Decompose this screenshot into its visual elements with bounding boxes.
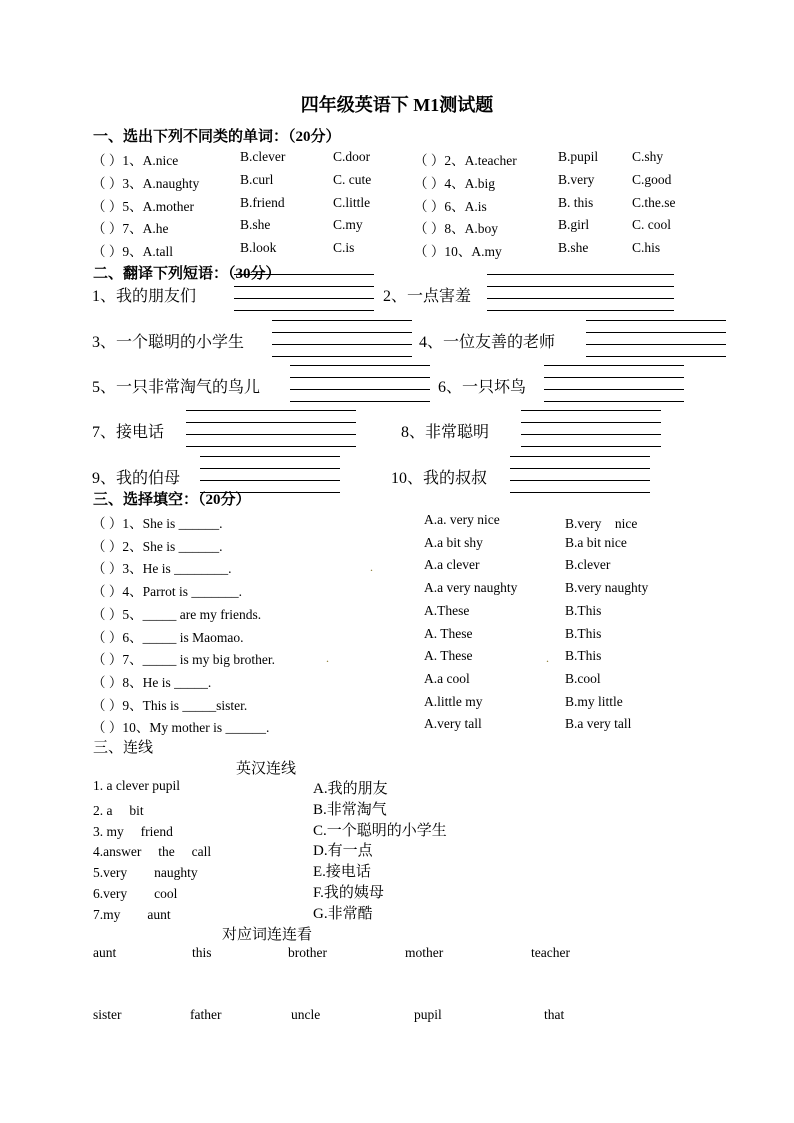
translate-prompt: 9、我的伯母 [92, 470, 181, 487]
option-b: B.friend [240, 195, 285, 210]
answer-line [186, 434, 356, 435]
answer-line [234, 298, 374, 299]
answer-line [200, 456, 340, 457]
match-left-item: 5.very naughty [93, 865, 198, 881]
match-left-item: 6.very cool [93, 886, 178, 901]
choice-option-b: B.clever [565, 557, 611, 573]
pair-word: this [192, 945, 212, 960]
option-b: B. this [558, 195, 594, 210]
pair-word: mother [405, 945, 444, 960]
answer-line [521, 422, 661, 423]
option-c: C.is [333, 240, 355, 255]
stray-mark: . [370, 560, 373, 574]
pairs-subtitle: 对应词连连看 [222, 927, 313, 943]
question-number: （ ）2、A.teacher [414, 153, 517, 168]
choice-option-a: A.a. very nice [424, 512, 500, 527]
answer-line [186, 422, 356, 423]
choice-option-b: B.very naughty [565, 580, 649, 596]
pair-word: uncle [291, 1007, 321, 1022]
answer-line [234, 274, 374, 275]
answer-line [521, 434, 661, 435]
stray-mark: . [546, 651, 549, 665]
question-number: （ ）4、A.big [414, 176, 495, 191]
choice-question: （ ）8、He is _____. [92, 674, 212, 690]
answer-line [290, 377, 430, 378]
match-right-item: G.非常酷 [313, 905, 373, 922]
choice-question: （ ）4、Parrot is _______. [92, 584, 242, 600]
match-right-item: A.我的朋友 [313, 781, 388, 797]
answer-line [272, 344, 412, 345]
choice-option-b: B.very nice [565, 516, 638, 531]
option-b: B.curl [240, 172, 274, 187]
translate-prompt: 2、一点害羞 [383, 288, 472, 305]
answer-line [586, 356, 726, 357]
choice-question: （ ）1、She is ______. [92, 516, 223, 531]
answer-line [544, 365, 684, 366]
match-right-item: C.一个聪明的小学生 [313, 822, 447, 839]
match-right-item: F.我的姨母 [313, 885, 384, 901]
translate-prompt: 3、一个聪明的小学生 [92, 334, 245, 351]
pair-word: that [544, 1007, 565, 1022]
option-b: B.very [558, 172, 595, 187]
match-left-item: 3. my friend [93, 823, 173, 839]
question-number: （ ）10、A.my [414, 244, 502, 259]
option-b: B.she [558, 240, 589, 255]
pair-word: teacher [531, 945, 570, 960]
option-b: B.pupil [558, 149, 599, 164]
answer-line [272, 356, 412, 357]
pair-word: pupil [414, 1007, 442, 1022]
answer-line [586, 332, 726, 333]
choice-option-a: A.a very naughty [424, 580, 518, 596]
matching-subtitle: 英汉连线 [236, 761, 297, 777]
choice-question: （ ）3、He is ________. [92, 561, 232, 577]
translate-prompt: 5、一只非常淘气的鸟儿 [92, 379, 261, 396]
choice-option-b: B.This [565, 625, 602, 641]
choice-option-a: A.a clever [424, 557, 480, 573]
option-c: C.shy [632, 149, 664, 164]
choice-option-b: B.my little [565, 693, 623, 709]
match-left-item: 4.answer the call [93, 844, 212, 860]
page-title: 四年级英语下 M1测试题 [300, 95, 494, 115]
option-c: C. cool [632, 217, 671, 232]
option-b: B.she [240, 217, 271, 232]
answer-line [186, 446, 356, 447]
option-c: C.the.se [632, 195, 676, 210]
answer-line [200, 480, 340, 481]
answer-line [487, 310, 674, 311]
answer-line [510, 468, 650, 469]
answer-line [510, 456, 650, 457]
match-left-item: 1. a clever pupil [93, 778, 180, 793]
stray-mark: . [326, 651, 329, 665]
section1-heading: 一、选出下列不同类的单词：（20分） [93, 129, 341, 145]
answer-line [544, 389, 684, 390]
option-c: C.good [632, 172, 672, 187]
pair-word: sister [93, 1007, 122, 1022]
match-right-item: D.有一点 [313, 843, 373, 860]
answer-line [487, 298, 674, 299]
choice-question: （ ）9、This is _____sister. [92, 697, 248, 713]
translate-prompt: 4、一位友善的老师 [419, 334, 556, 351]
answer-line [521, 410, 661, 411]
choice-option-b: B.a bit nice [565, 534, 627, 550]
answer-line [290, 389, 430, 390]
option-b: B.clever [240, 149, 286, 164]
translate-prompt: 10、我的叔叔 [391, 470, 488, 487]
choice-option-a: A.little my [424, 693, 483, 709]
question-number: （ ）3、A.naughty [92, 176, 200, 191]
choice-question: （ ）6、_____ is Maomao. [92, 629, 244, 645]
question-number: （ ）1、A.nice [92, 153, 179, 168]
question-number: （ ）5、A.mother [92, 199, 194, 214]
option-c: C.his [632, 240, 661, 255]
match-right-item: E.接电话 [313, 864, 371, 881]
answer-line [200, 468, 340, 469]
answer-line [586, 344, 726, 345]
answer-line [487, 286, 674, 287]
question-number: （ ）8、A.boy [414, 221, 498, 236]
question-number: （ ）6、A.is [414, 199, 487, 214]
choice-option-a: A. These [424, 625, 473, 641]
option-c: C. cute [333, 172, 372, 187]
choice-question: （ ）10、My mother is ______. [92, 720, 270, 736]
answer-line [487, 274, 674, 275]
translate-prompt: 7、接电话 [92, 424, 165, 441]
choice-option-b: B.cool [565, 670, 601, 686]
option-b: B.look [240, 240, 277, 255]
choice-question: （ ）7、_____ is my big brother. [92, 652, 275, 668]
answer-line [544, 377, 684, 378]
question-number: （ ）9、A.tall [92, 244, 173, 259]
pair-word: brother [288, 945, 327, 960]
match-left-item: 2. a bit [93, 802, 144, 818]
answer-line [586, 320, 726, 321]
choice-question: （ ）2、She is ______. [92, 538, 223, 554]
answer-line [290, 365, 430, 366]
option-c: C.little [333, 195, 371, 210]
section4-heading: 三、连线 [93, 740, 154, 756]
choice-option-a: A.These [424, 602, 470, 618]
pair-word: father [190, 1007, 222, 1022]
choice-option-a: A.a cool [424, 670, 470, 686]
option-c: C.door [333, 149, 371, 164]
translate-prompt: 8、非常聪明 [401, 424, 490, 441]
answer-line [544, 401, 684, 402]
choice-question: （ ）5、_____ are my friends. [92, 606, 262, 622]
answer-line [272, 320, 412, 321]
translate-prompt: 6、一只坏鸟 [438, 379, 527, 396]
choice-option-b: B.a very tall [565, 716, 632, 732]
choice-option-b: B.This [565, 602, 602, 618]
pair-word: aunt [93, 945, 117, 960]
section3-heading: 三、选择填空：（20分） [93, 492, 251, 508]
option-b: B.girl [558, 217, 590, 232]
answer-line [234, 310, 374, 311]
choice-option-a: A.a bit shy [424, 534, 483, 550]
answer-line [272, 332, 412, 333]
question-number: （ ）7、A.he [92, 221, 169, 236]
choice-option-a: A.very tall [424, 716, 482, 732]
answer-line [234, 286, 374, 287]
choice-option-b: B.This [565, 648, 602, 664]
match-right-item: B.非常淘气 [313, 801, 387, 818]
translate-prompt: 1、我的朋友们 [92, 288, 197, 305]
option-c: C.my [333, 217, 363, 232]
answer-line [186, 410, 356, 411]
answer-line [521, 446, 661, 447]
section2-heading: 二、翻译下列短语：（30分） [93, 266, 281, 282]
answer-line [290, 401, 430, 402]
choice-option-a: A. These [424, 648, 473, 664]
answer-line [510, 492, 650, 493]
match-left-item: 7.my aunt [93, 906, 171, 922]
answer-line [510, 480, 650, 481]
